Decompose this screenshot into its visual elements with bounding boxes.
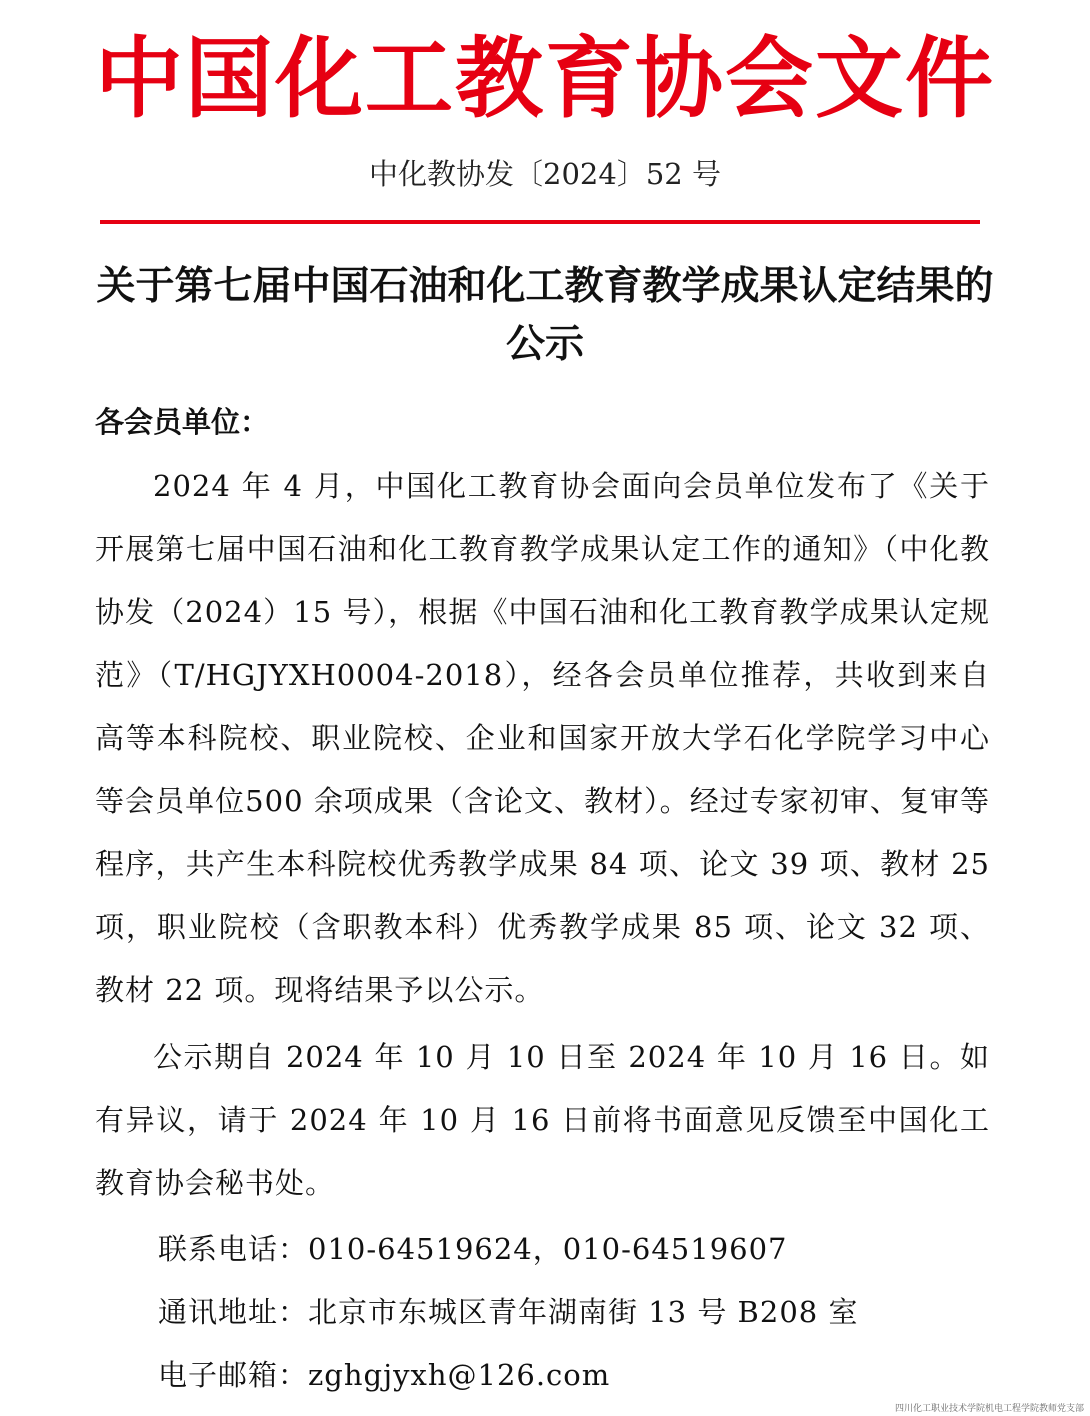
body-paragraph-1: 2024 年 4 月，中国化工教育协会面向会员单位发布了《关于开展第七届中国石油和化工教育教学成果认定工作的通知》（中化教协发（2024）15 号），根据《中国石油和化工教育教学成果认定规范》（T/HGJYXH0004-2018），经各会员单位推荐，共收到来自高等本科院校、职业院校、企业和国家开放大学石化学院学习中心等会员单位500 余项成果（含论文、教材）。经过专家初审、复审等程序，共产生本科院校优秀教学成果 84 项、论文 39 项、教材 25 项，职业院校（含职教本科）优秀教学成果 85 项、论文 32 项、教材 22 项。现将结果予以公示。 bbox=[95, 469, 990, 1007]
document-number: 中化教协发〔2024〕52 号 bbox=[369, 157, 721, 191]
body-paragraph-2: 公示期自 2024 年 10 月 10 日至 2024 年 10 月 16 日。如有异议，请于 2024 年 10 月 16 日前将书面意见反馈至中国化工教育协会秘书处。 bbox=[95, 1040, 990, 1200]
salutation: 各会员单位： bbox=[95, 405, 270, 439]
contact-phone: 联系电话：010-64519624，010-64519607 bbox=[158, 1232, 788, 1266]
contact-address: 通讯地址：北京市东城区青年湖南街 13 号 B208 室 bbox=[158, 1295, 859, 1329]
document-header-title: 中国化工教育协会文件 bbox=[94, 27, 995, 130]
watermark: 四川化工职业技术学院机电工程学院教师党支部 bbox=[894, 1404, 1084, 1414]
contact-email: 电子邮箱：zghgjyxh@126.com bbox=[158, 1358, 611, 1392]
red-divider-line bbox=[100, 220, 980, 224]
document-title: 关于第七届中国石油和化工教育教学成果认定结果的公示 bbox=[96, 264, 994, 367]
